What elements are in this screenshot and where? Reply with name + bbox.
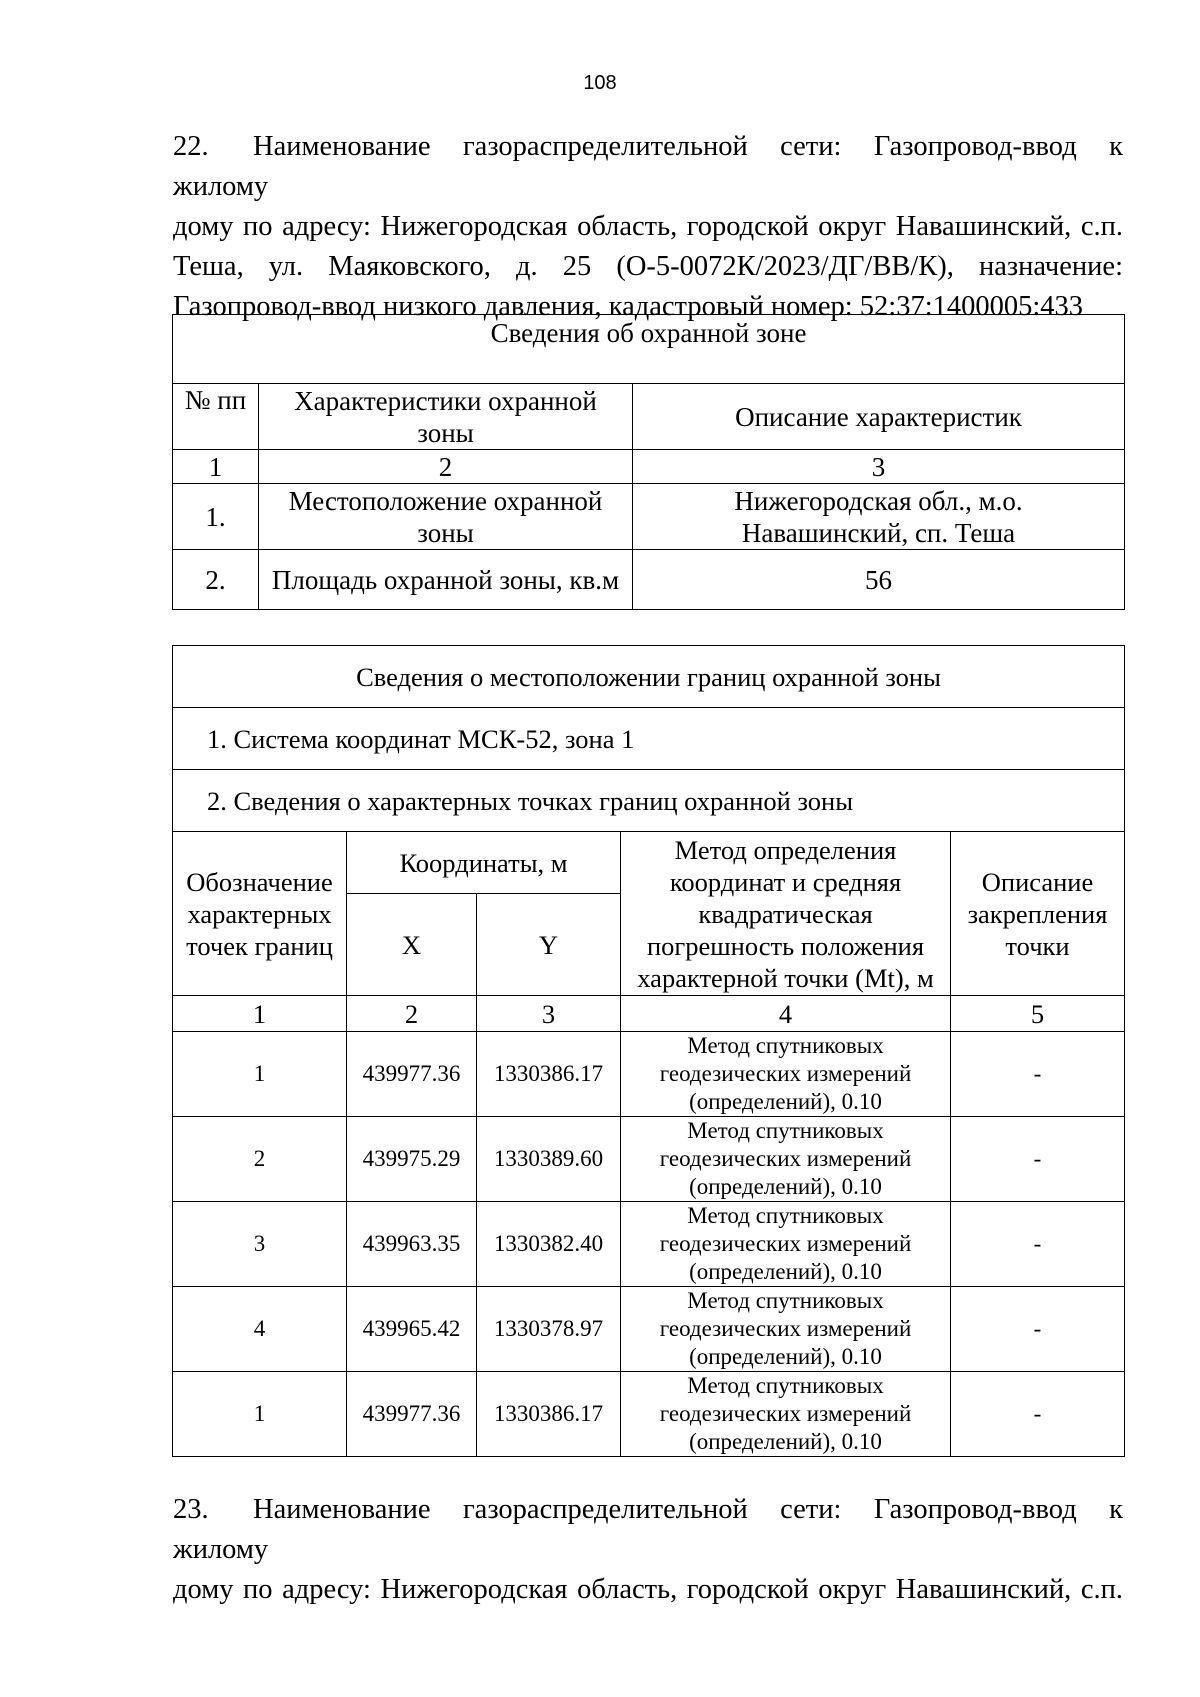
coord-table-title: Сведения о местоположении границ охранной зоны — [173, 646, 1125, 708]
fixing-header: Описание закрепления точки — [951, 832, 1125, 996]
section-22-line-1: 22. Наименование газораспределительной сети: Газопровод-ввод к жилому — [173, 127, 1123, 207]
method-header: Метод определения координат и средняя квадратическая погрешность положения характерной точки (Mt), м — [621, 832, 951, 996]
point-designation: 3 — [173, 1202, 347, 1287]
point-method: Метод спутниковых геодезических измерений (определений), 0.10 — [621, 1202, 951, 1287]
zone-header-description: Описание характеристик — [633, 384, 1125, 450]
zone-index-cell: 3 — [633, 450, 1125, 484]
point-y: 1330378.97 — [477, 1287, 621, 1372]
protection-zone-table — [172, 314, 1125, 610]
point-x: 439975.29 — [347, 1117, 477, 1202]
point-row — [173, 1202, 1125, 1287]
section-22-line-4: Газопровод-ввод низкого давления, кадастровый номер: 52:37:1400005:433 — [173, 291, 1084, 322]
point-fixing: - — [951, 1032, 1125, 1117]
point-row — [173, 1117, 1125, 1202]
point-method: Метод спутниковых геодезических измерений (определений), 0.10 — [621, 1117, 951, 1202]
point-y: 1330382.40 — [477, 1202, 621, 1287]
point-x: 439965.42 — [347, 1287, 477, 1372]
x-header: X — [347, 894, 477, 996]
y-header: Y — [477, 894, 621, 996]
coord-index-cell: 4 — [621, 996, 951, 1032]
point-designation: 1 — [173, 1372, 347, 1457]
zone-index-cell: 2 — [259, 450, 633, 484]
point-designation: 4 — [173, 1287, 347, 1372]
section-22-line-3: Теша, ул. Маяковского, д. 25 (О-5-0072К/2023/ДГ/ВВ/К), назначение: — [173, 251, 1123, 282]
point-designation: 2 — [173, 1117, 347, 1202]
zone-row — [173, 484, 1125, 550]
section-23 — [173, 1490, 1123, 1610]
section-23-line-2: дому по адресу: Нижегородская область, городской округ Навашинский, с.п. — [173, 1574, 1123, 1605]
zone-row — [173, 550, 1125, 610]
point-method: Метод спутниковых геодезических измерений (определений), 0.10 — [621, 1032, 951, 1117]
zone-table-title: Сведения об охранной зоне — [173, 315, 1125, 384]
coord-index-cell: 2 — [347, 996, 477, 1032]
point-x: 439963.35 — [347, 1202, 477, 1287]
zone-header-number: № пп — [173, 384, 259, 450]
zone-row-number: 1. — [173, 484, 259, 550]
section-22-line-2: дому по адресу: Нижегородская область, городской округ Навашинский, с.п. — [173, 211, 1123, 242]
section-22-number: 22. — [173, 131, 209, 162]
point-fixing: - — [951, 1287, 1125, 1372]
point-row — [173, 1372, 1125, 1457]
zone-row-description: 56 — [633, 550, 1125, 610]
coord-index-cell: 5 — [951, 996, 1125, 1032]
zone-index-cell: 1 — [173, 450, 259, 484]
zone-row-description: Нижегородская обл., м.о. Навашинский, сп. Теша — [633, 484, 1125, 550]
coord-index-cell: 1 — [173, 996, 347, 1032]
coordinates-header: Координаты, м — [347, 832, 621, 894]
point-fixing: - — [951, 1202, 1125, 1287]
coord-index-cell: 3 — [477, 996, 621, 1032]
zone-row-characteristic: Площадь охранной зоны, кв.м — [259, 550, 633, 610]
point-y: 1330386.17 — [477, 1032, 621, 1117]
section-22 — [173, 127, 1123, 327]
zone-row-number: 2. — [173, 550, 259, 610]
point-x: 439977.36 — [347, 1372, 477, 1457]
points-heading: 2. Сведения о характерных точках границ охранной зоны — [173, 770, 1125, 832]
point-fixing: - — [951, 1117, 1125, 1202]
point-row — [173, 1287, 1125, 1372]
point-y: 1330386.17 — [477, 1372, 621, 1457]
point-designation: 1 — [173, 1032, 347, 1117]
point-method: Метод спутниковых геодезических измерений (определений), 0.10 — [621, 1287, 951, 1372]
section-23-number: 23. — [173, 1494, 209, 1525]
designation-header: Обозначение характерных точек границ — [173, 832, 347, 996]
point-y: 1330389.60 — [477, 1117, 621, 1202]
point-method: Метод спутниковых геодезических измерений (определений), 0.10 — [621, 1372, 951, 1457]
boundary-coordinates-table — [172, 645, 1125, 1457]
point-fixing: - — [951, 1372, 1125, 1457]
zone-header-characteristics: Характеристики охранной зоны — [259, 384, 633, 450]
zone-row-characteristic: Местоположение охранной зоны — [259, 484, 633, 550]
section-23-line-1: 23. Наименование газораспределительной сети: Газопровод-ввод к жилому — [173, 1490, 1123, 1570]
point-x: 439977.36 — [347, 1032, 477, 1117]
page-number: 108 — [583, 72, 617, 94]
point-row — [173, 1032, 1125, 1117]
coordinate-system: 1. Система координат МСК-52, зона 1 — [173, 708, 1125, 770]
